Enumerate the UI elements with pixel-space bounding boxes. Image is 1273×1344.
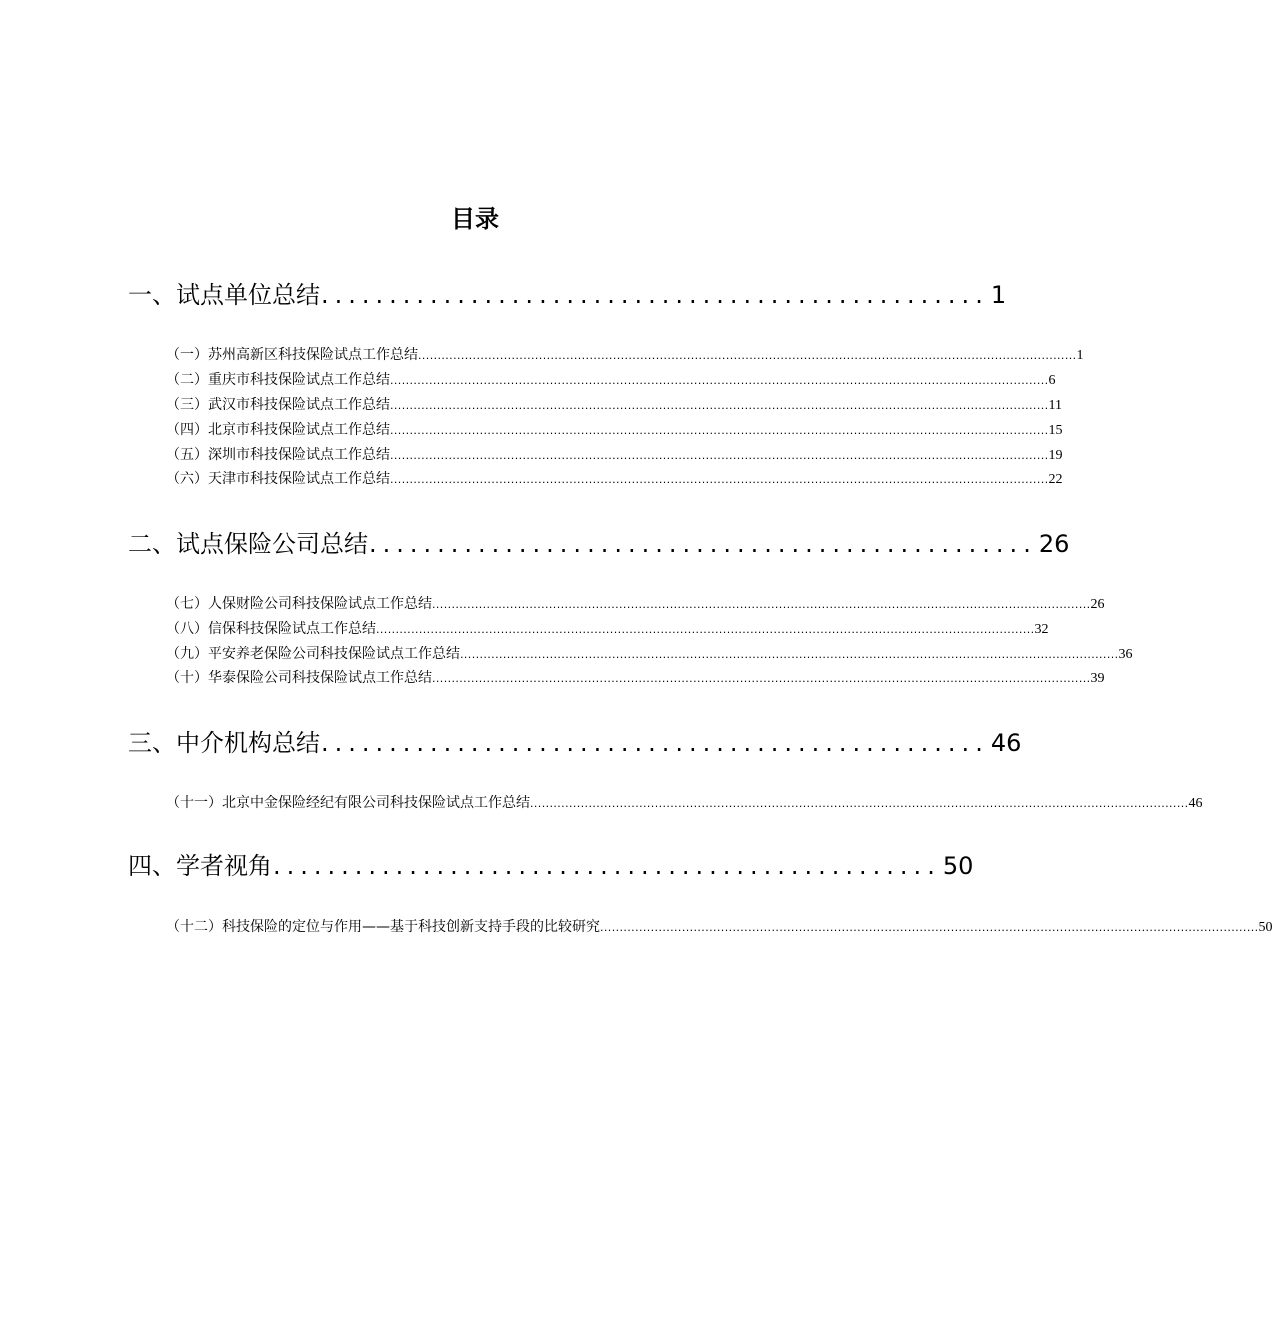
toc-page-number: 46 (990, 729, 1022, 757)
toc-entry-8[interactable] (166, 618, 1049, 640)
toc-entry-10[interactable] (166, 667, 1105, 689)
dot-leader: ......................................................................................................................................................................... (432, 598, 1091, 611)
dot-leader: ................................................. (273, 852, 941, 880)
toc-entry-6[interactable] (166, 468, 1063, 490)
toc-page-number: 50 (1258, 920, 1273, 935)
dot-leader: ......................................................................................................................................................................... (390, 473, 1049, 486)
toc-page-number: 46 (1188, 796, 1203, 811)
dot-leader: ......................................................................................................................................................................... (390, 449, 1049, 462)
toc-entry-label: （四）北京市科技保险试点工作总结 (166, 422, 390, 438)
toc-entry-label: （十）华泰保险公司科技保险试点工作总结 (166, 670, 432, 686)
toc-entry-label: （六）天津市科技保险试点工作总结 (166, 471, 390, 487)
toc-entry-12[interactable] (166, 916, 1273, 938)
dot-leader: ................................................. (321, 281, 989, 309)
toc-page-number: 22 (1048, 472, 1063, 487)
toc-section-label: 四、学者视角 (128, 852, 272, 880)
toc-page-number: 36 (1118, 647, 1133, 662)
toc-entry-label: （七）人保财险公司科技保险试点工作总结 (166, 596, 432, 612)
toc-entry-5[interactable] (166, 444, 1063, 466)
toc-entry-2[interactable] (166, 369, 1056, 391)
dot-leader: ......................................................................................................................................................................... (418, 349, 1077, 362)
toc-entry-label: （一）苏州高新区科技保险试点工作总结 (166, 347, 418, 363)
toc-entry-label: （八）信保科技保险试点工作总结 (166, 621, 376, 637)
toc-entry-label: （三）武汉市科技保险试点工作总结 (166, 397, 390, 413)
toc-section-label: 三、中介机构总结 (128, 729, 320, 757)
toc-page-number: 15 (1048, 423, 1063, 438)
toc-entry-label: （十一）北京中金保险经纪有限公司科技保险试点工作总结 (166, 795, 530, 811)
dot-leader: ......................................................................................................................................................................... (390, 424, 1049, 437)
dot-leader: ................................................. (369, 530, 1037, 558)
toc-entry-3[interactable] (166, 394, 1063, 416)
dot-leader: ......................................................................................................................................................................... (600, 921, 1259, 934)
toc-title: 目录 (451, 205, 499, 233)
toc-page-number: 6 (1048, 373, 1056, 388)
toc-entry-1[interactable] (166, 344, 1084, 366)
toc-page-number: 26 (1038, 530, 1070, 558)
dot-leader: ......................................................................................................................................................................... (530, 797, 1189, 810)
toc-page-number: 11 (1048, 398, 1063, 413)
toc-entry-label: （二）重庆市科技保险试点工作总结 (166, 372, 390, 388)
toc-page-number: 1 (1076, 348, 1084, 363)
toc-page-number: 26 (1090, 597, 1105, 612)
toc-section-label: 二、试点保险公司总结 (128, 530, 368, 558)
toc-entry-label: （五）深圳市科技保险试点工作总结 (166, 447, 390, 463)
dot-leader: ......................................................................................................................................................................... (390, 399, 1049, 412)
toc-section-4[interactable] (128, 849, 974, 883)
toc-page-number: 50 (942, 852, 974, 880)
toc-entry-7[interactable] (166, 593, 1105, 615)
toc-section-3[interactable] (128, 726, 1022, 760)
dot-leader: ......................................................................................................................................................................... (390, 374, 1049, 387)
toc-page-number: 39 (1090, 671, 1105, 686)
dot-leader: ......................................................................................................................................................................... (460, 648, 1119, 661)
toc-entry-label: （九）平安养老保险公司科技保险试点工作总结 (166, 646, 460, 662)
toc-section-1[interactable] (128, 278, 1007, 312)
dot-leader: ......................................................................................................................................................................... (432, 672, 1091, 685)
dot-leader: ......................................................................................................................................................................... (376, 623, 1035, 636)
toc-page-number: 19 (1048, 448, 1063, 463)
toc-entry-label: （十二）科技保险的定位与作用——基于科技创新支持手段的比较研究 (166, 919, 600, 935)
toc-section-label: 一、试点单位总结 (128, 281, 320, 309)
dot-leader: ................................................. (321, 729, 989, 757)
toc-entry-9[interactable] (166, 643, 1133, 665)
toc-entry-4[interactable] (166, 419, 1063, 441)
toc-section-2[interactable] (128, 527, 1070, 561)
toc-page-number: 1 (990, 281, 1007, 309)
toc-entry-11[interactable] (166, 792, 1203, 814)
toc-page-number: 32 (1034, 622, 1049, 637)
